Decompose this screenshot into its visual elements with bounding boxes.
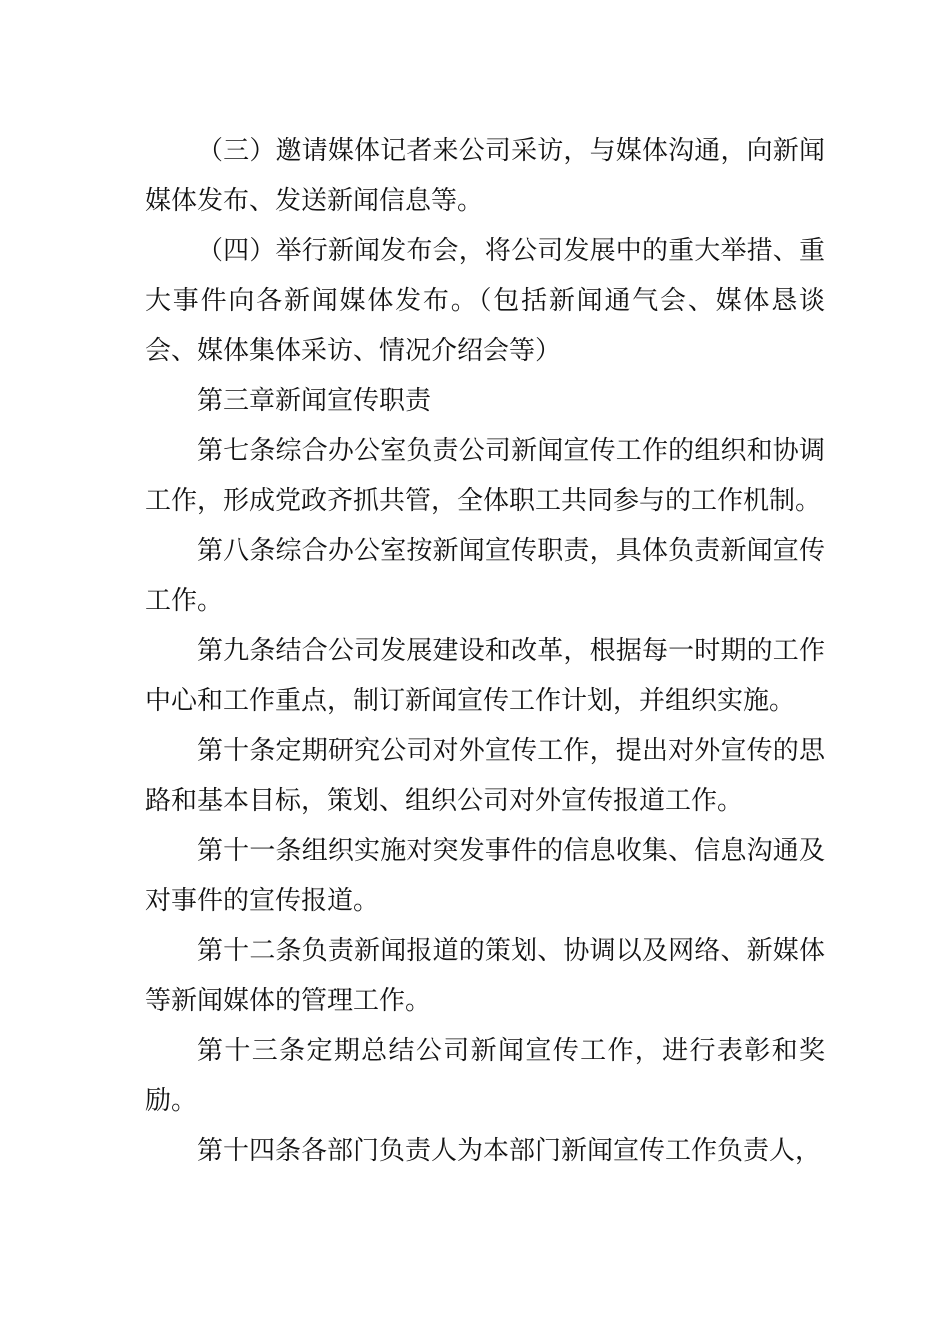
article-8: 第八条综合办公室按新闻宣传职责，具体负责新闻宣传工作。 [145, 536, 825, 616]
article-7: 第七条综合办公室负责公司新闻宣传工作的组织和协调工作，形成党政齐抓共管，全体职工共同参与的工作机制。 [145, 436, 825, 516]
paragraph-press-conference: （四）举行新闻发布会，将公司发展中的重大举措、重大事件向各新闻媒体发布。（包括新闻通气会、媒体恳谈会、媒体集体采访、情况介绍会等） [145, 236, 825, 366]
article-11: 第十一条组织实施对突发事件的信息收集、信息沟通及对事件的宣传报道。 [145, 836, 825, 916]
article-12: 第十二条负责新闻报道的策划、协调以及网络、新媒体等新闻媒体的管理工作。 [145, 936, 825, 1016]
article-14: 第十四条各部门负责人为本部门新闻宣传工作负责人， [197, 1136, 822, 1166]
document-body [145, 126, 825, 1176]
article-10: 第十条定期研究公司对外宣传工作，提出对外宣传的思路和基本目标，策划、组织公司对外宣传报道工作。 [145, 736, 825, 816]
paragraph-media-interview: （三）邀请媒体记者来公司采访，与媒体沟通，向新闻媒体发布、发送新闻信息等。 [145, 136, 825, 216]
article-13: 第十三条定期总结公司新闻宣传工作，进行表彰和奖励。 [145, 1036, 825, 1116]
chapter-heading: 第三章新闻宣传职责 [197, 386, 432, 416]
article-9: 第九条结合公司发展建设和改革，根据每一时期的工作中心和工作重点，制订新闻宣传工作计划，并组织实施。 [145, 636, 825, 716]
